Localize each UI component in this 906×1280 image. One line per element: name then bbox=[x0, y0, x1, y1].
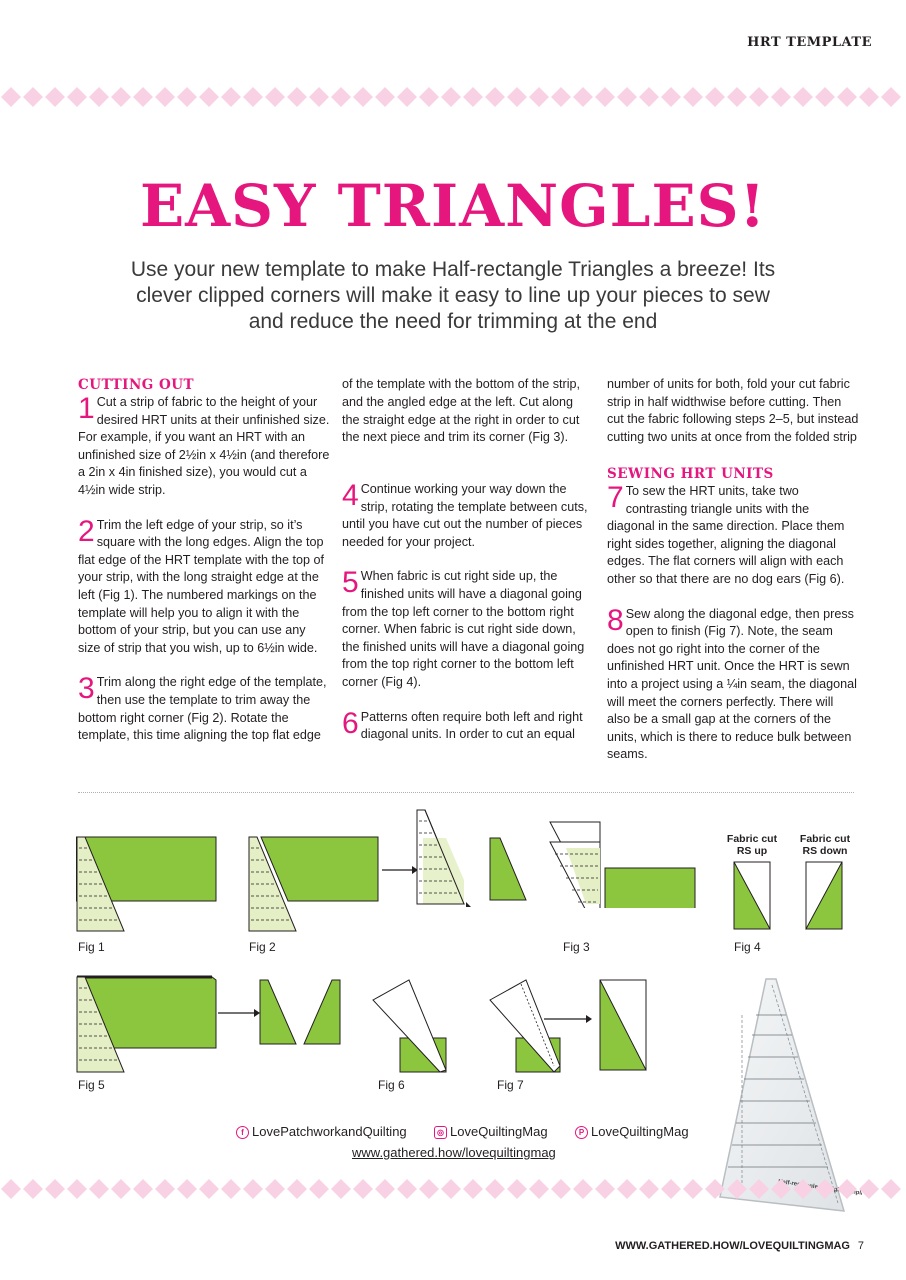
diamond-shape bbox=[133, 87, 153, 107]
diamond-shape bbox=[617, 87, 637, 107]
pinterest-link[interactable] bbox=[575, 1124, 689, 1139]
diamond-shape bbox=[705, 1179, 725, 1199]
heading-cutting-out: CUTTING OUT bbox=[78, 377, 195, 393]
diamond-shape bbox=[45, 87, 65, 107]
step-number: 7 bbox=[607, 481, 624, 514]
diamond-shape bbox=[353, 1179, 373, 1199]
diamond-shape bbox=[177, 87, 197, 107]
step-number: 8 bbox=[607, 603, 624, 637]
diamond-shape bbox=[375, 87, 395, 107]
website-link[interactable]: www.gathered.how/lovequiltingmag bbox=[352, 1145, 556, 1160]
step-text: Sew along the diagonal edge, then press open to finish (Fig 7). Note, the seam does not go right into the corner of the unfinished HRT unit. Once the HRT is sewn into a project using a ¼in seam, the diagonal will meet the corners perfectly. There will also be a small gap at the corners of the units, which is there to reduce bulk between seams. bbox=[607, 606, 857, 762]
page-title: EASY TRIANGLES! bbox=[139, 172, 767, 240]
fig7-label: Fig 7 bbox=[497, 1078, 524, 1092]
instagram-link[interactable] bbox=[434, 1124, 548, 1139]
fig4-label: Fig 4 bbox=[734, 940, 761, 954]
diamond-shape bbox=[727, 87, 747, 107]
diamond-shape bbox=[749, 87, 769, 107]
diamond-shape bbox=[705, 87, 725, 107]
step-4 bbox=[342, 481, 594, 551]
column-3 bbox=[607, 376, 859, 781]
diamond-shape bbox=[859, 87, 879, 107]
diamond-shape bbox=[331, 1179, 351, 1199]
step-number: 5 bbox=[342, 566, 359, 600]
facebook-icon: f bbox=[236, 1126, 249, 1139]
diamond-shape bbox=[485, 87, 505, 107]
column-2 bbox=[342, 376, 594, 762]
fig4-diagram bbox=[733, 861, 853, 931]
diamond-shape bbox=[463, 1179, 483, 1199]
diamond-shape bbox=[771, 87, 791, 107]
facebook-handle: LovePatchworkandQuilting bbox=[252, 1124, 407, 1139]
diamond-shape bbox=[617, 1179, 637, 1199]
step-3 bbox=[78, 674, 330, 744]
footer-url: WWW.GATHERED.HOW/LOVEQUILTINGMAG bbox=[615, 1240, 850, 1252]
diamond-shape bbox=[353, 87, 373, 107]
step-text: Continue working your way down the strip, rotating the template between cuts, until you have cut out the number of pieces needed for your project. bbox=[342, 482, 588, 549]
diamond-shape bbox=[375, 1179, 395, 1199]
instagram-handle: LoveQuiltingMag bbox=[450, 1124, 548, 1139]
fig7-diagram bbox=[488, 978, 652, 1073]
pinterest-icon: P bbox=[575, 1126, 588, 1139]
diamond-shape bbox=[67, 1179, 87, 1199]
column-1 bbox=[78, 376, 330, 761]
fig6-diagram bbox=[370, 978, 460, 1073]
diamond-shape bbox=[661, 1179, 681, 1199]
diamond-shape bbox=[265, 1179, 285, 1199]
diamond-shape bbox=[683, 87, 703, 107]
diamond-shape bbox=[683, 1179, 703, 1199]
step-3-continued bbox=[342, 376, 594, 464]
step-text: To sew the HRT units, take two contrasting triangle units with the diagonal in the same direction. Place them right sides together, aligning the diagonal edges. The flat corners will align with each other so that there are no dog ears (Fig 6). bbox=[607, 484, 845, 586]
diamond-shape bbox=[441, 87, 461, 107]
step-text: When fabric is cut right side up, the finished units will have a diagonal going from the top left corner to the bottom right corner. When fabric is cut right side down, the finished units will have a diagonal going from the top right corner to the bottom left corner (Fig 4). bbox=[342, 569, 585, 689]
diamond-shape bbox=[89, 87, 109, 107]
diamond-shape bbox=[221, 87, 241, 107]
diamond-shape bbox=[331, 87, 351, 107]
diamond-shape bbox=[45, 1179, 65, 1199]
fig6-label: Fig 6 bbox=[378, 1078, 405, 1092]
diamond-shape bbox=[419, 87, 439, 107]
step-2 bbox=[78, 514, 330, 658]
diamond-shape bbox=[529, 1179, 549, 1199]
diamond-shape bbox=[771, 1179, 791, 1199]
diamond-shape bbox=[23, 1179, 43, 1199]
diamond-shape bbox=[837, 87, 857, 107]
diamond-shape bbox=[881, 87, 901, 107]
fig2-label: Fig 2 bbox=[249, 940, 276, 954]
fig1-label: Fig 1 bbox=[78, 940, 105, 954]
pinterest-handle: LoveQuiltingMag bbox=[591, 1124, 689, 1139]
fig5-diagram bbox=[76, 974, 358, 1074]
step-text: Cut a strip of fabric to the height of your desired HRT units at their unfinished size. For example, if you want an HRT with an unfinished size of 2½in x 4½in (and therefore a 2in x 4in finished size), you would cut a 4½in wide strip. bbox=[78, 395, 330, 497]
diamond-shape bbox=[815, 87, 835, 107]
diamond-shape bbox=[133, 1179, 153, 1199]
diamond-shape bbox=[639, 1179, 659, 1199]
diamond-shape bbox=[419, 1179, 439, 1199]
fig2-diagram bbox=[248, 836, 380, 932]
diamond-shape bbox=[573, 87, 593, 107]
diamond-shape bbox=[243, 1179, 263, 1199]
step-number: 4 bbox=[342, 479, 359, 512]
diamond-shape bbox=[507, 87, 527, 107]
diamond-shape bbox=[881, 1179, 901, 1199]
step-7 bbox=[607, 483, 859, 589]
fig5-label: Fig 5 bbox=[78, 1078, 105, 1092]
diamond-shape bbox=[595, 87, 615, 107]
diamond-shape bbox=[441, 1179, 461, 1199]
fig3-label: Fig 3 bbox=[563, 940, 590, 954]
step-text: of the template with the bottom of the strip, and the angled edge at the left. Cut along the straight edge at the right in order to cut the next piece and trim its corner (Fig 3). bbox=[342, 377, 581, 445]
diamond-shape bbox=[265, 87, 285, 107]
diamond-shape bbox=[573, 1179, 593, 1199]
diamond-shape bbox=[1, 87, 21, 107]
diamond-shape bbox=[397, 87, 417, 107]
section-label: HRT TEMPLATE bbox=[747, 35, 872, 50]
decorative-border-top bbox=[0, 86, 906, 108]
decorative-border-bottom bbox=[0, 1178, 906, 1200]
diamond-shape bbox=[309, 87, 329, 107]
step-6-continued bbox=[607, 376, 859, 448]
diamond-shape bbox=[749, 1179, 769, 1199]
step-6 bbox=[342, 709, 594, 745]
diamond-shape bbox=[463, 87, 483, 107]
step-number: 1 bbox=[78, 392, 95, 425]
step-1 bbox=[78, 394, 330, 500]
diamond-shape bbox=[287, 87, 307, 107]
diamond-shape bbox=[815, 1179, 835, 1199]
diamond-shape bbox=[199, 87, 219, 107]
diamond-shape bbox=[727, 1179, 747, 1199]
facebook-link[interactable] bbox=[236, 1124, 407, 1139]
step-text: Trim the left edge of your strip, so it’s square with the long edges. Align the top flat edge of the HRT template with the top of your strip, with the long straight edge at the left (Fig 1). The numbered markings on the template will help you to align it with the bottom of your strip, but you can use any size of strip that you wish, up to 6½in wide. bbox=[78, 517, 324, 655]
diamond-shape bbox=[507, 1179, 527, 1199]
step-number: 3 bbox=[78, 674, 95, 706]
step-text: Patterns often require both left and right diagonal units. In order to cut an equal bbox=[360, 709, 583, 742]
diamond-shape bbox=[551, 87, 571, 107]
diamond-shape bbox=[111, 87, 131, 107]
diamond-shape bbox=[639, 87, 659, 107]
divider bbox=[78, 792, 854, 793]
diamond-shape bbox=[89, 1179, 109, 1199]
fig3-diagram bbox=[380, 808, 710, 908]
diamond-shape bbox=[287, 1179, 307, 1199]
step-5 bbox=[342, 568, 594, 691]
diamond-shape bbox=[309, 1179, 329, 1199]
diamond-shape bbox=[243, 87, 263, 107]
diamond-shape bbox=[595, 1179, 615, 1199]
diamond-shape bbox=[111, 1179, 131, 1199]
diamond-shape bbox=[1, 1179, 21, 1199]
diamond-shape bbox=[199, 1179, 219, 1199]
fig1-diagram bbox=[76, 836, 218, 932]
diamond-shape bbox=[859, 1179, 879, 1199]
instagram-icon: ◎ bbox=[434, 1126, 447, 1139]
diamond-shape bbox=[837, 1179, 857, 1199]
diamond-shape bbox=[67, 87, 87, 107]
diamond-shape bbox=[23, 87, 43, 107]
diamond-shape bbox=[793, 1179, 813, 1199]
step-8 bbox=[607, 603, 859, 764]
diamond-shape bbox=[551, 1179, 571, 1199]
diamond-shape bbox=[485, 1179, 505, 1199]
diamond-shape bbox=[793, 87, 813, 107]
diamond-shape bbox=[155, 1179, 175, 1199]
page-number: 7 bbox=[857, 1240, 864, 1252]
diamond-shape bbox=[221, 1179, 241, 1199]
step-text: number of units for both, fold your cut fabric strip in half widthwise before cutting. Then cut the fabric following steps 2–5, but instead cutting two units at once from the folded strip bbox=[607, 377, 859, 444]
fig4-heading-rs-up: Fabric cut RS up bbox=[726, 833, 778, 857]
step-number: 2 bbox=[78, 514, 95, 548]
page-subtitle: Use your new template to make Half-rectangle Triangles a breeze! Its clever clipped corners will make it easy to line up your pieces to sew and reduce the need for trimming at the end bbox=[130, 258, 776, 333]
step-text: Trim along the right edge of the template, then use the template to trim away the bottom right corner (Fig 2). Rotate the template, this time aligning the top flat edge bbox=[78, 675, 327, 743]
diamond-shape bbox=[661, 87, 681, 107]
diamond-shape bbox=[177, 1179, 197, 1199]
heading-sewing: SEWING HRT UNITS bbox=[607, 466, 774, 482]
diamond-shape bbox=[397, 1179, 417, 1199]
step-number: 6 bbox=[342, 708, 359, 740]
fig4-heading-rs-down: Fabric cut RS down bbox=[799, 833, 851, 857]
diamond-shape bbox=[529, 87, 549, 107]
diamond-shape bbox=[155, 87, 175, 107]
